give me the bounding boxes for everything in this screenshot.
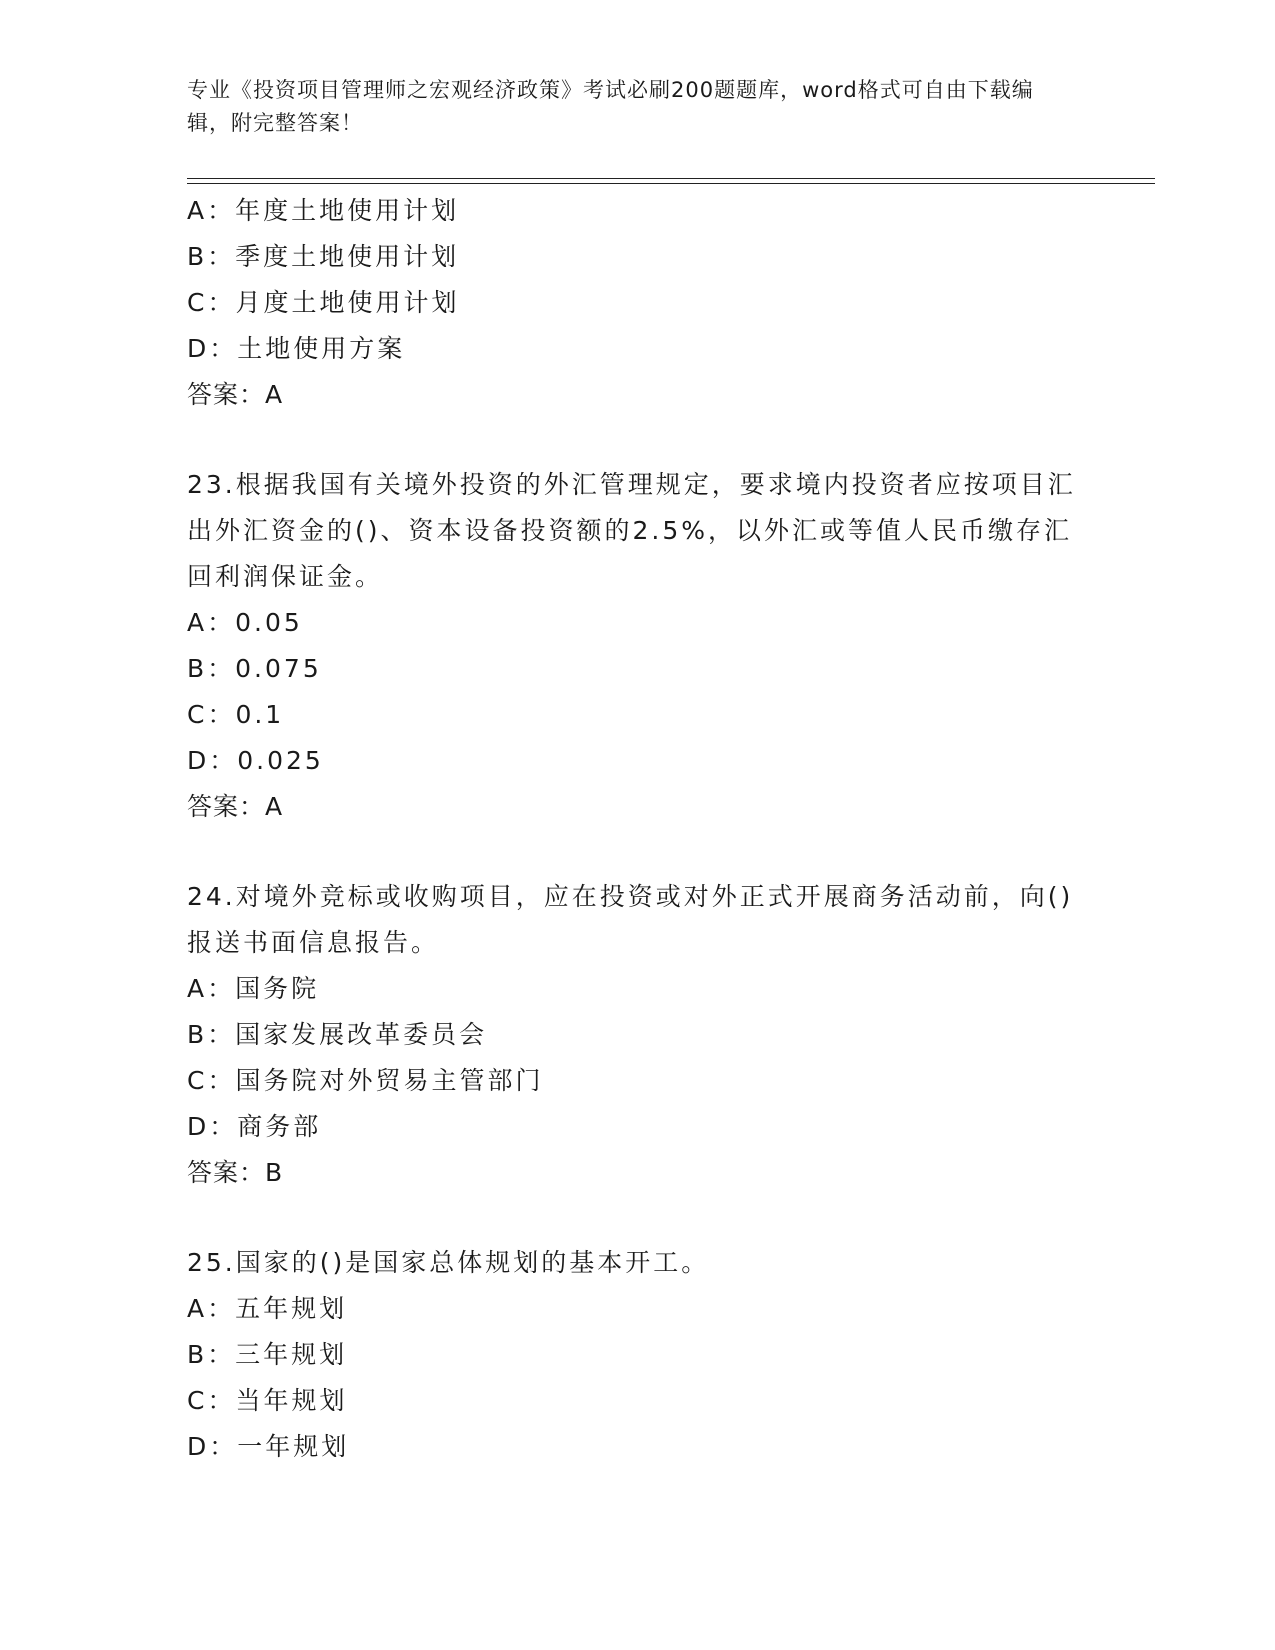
option-d: D：土地使用方案 (187, 334, 406, 363)
spacer (187, 1196, 1087, 1240)
header-divider-bottom (187, 183, 1155, 184)
spacer (187, 830, 1087, 874)
option-d: D：商务部 (187, 1112, 322, 1141)
page-header: 专业《投资项目管理师之宏观经济政策》考试必刷200题题库，word格式可自由下载编辑，附完整答案！ (187, 78, 1034, 135)
question-block-22 (187, 188, 1087, 418)
option-a: A：0.05 (187, 608, 303, 637)
answer-line: 答案：A (187, 380, 284, 409)
option-c: C：国务院对外贸易主管部门 (187, 1066, 544, 1095)
header-divider-top (187, 178, 1155, 179)
option-b: B：国家发展改革委员会 (187, 1020, 488, 1049)
question-block-24 (187, 874, 1087, 1196)
option-c: C：月度土地使用计划 (187, 288, 460, 317)
option-b: B：三年规划 (187, 1340, 348, 1369)
question-text: 24.对境外竞标或收购项目，应在投资或对外正式开展商务活动前，向()报送书面信息报告。 (187, 882, 1074, 957)
option-b: B：季度土地使用计划 (187, 242, 460, 271)
option-a: A：五年规划 (187, 1294, 348, 1323)
question-text: 23.根据我国有关境外投资的外汇管理规定，要求境内投资者应按项目汇出外汇资金的()、资本设备投资额的2.5%，以外汇或等值人民币缴存汇回利润保证金。 (187, 470, 1076, 591)
spacer (187, 418, 1087, 462)
option-d: D：0.025 (187, 746, 324, 775)
question-text: 25.国家的()是国家总体规划的基本开工。 (187, 1248, 710, 1277)
option-c: C：当年规划 (187, 1386, 348, 1415)
question-block-23 (187, 462, 1087, 830)
question-content (187, 188, 1087, 1470)
option-a: A：年度土地使用计划 (187, 196, 460, 225)
option-a: A：国务院 (187, 974, 320, 1003)
option-b: B：0.075 (187, 654, 322, 683)
option-d: D：一年规划 (187, 1432, 350, 1461)
answer-line: 答案：A (187, 792, 284, 821)
question-block-25 (187, 1240, 1087, 1470)
option-c: C：0.1 (187, 700, 285, 729)
answer-line: 答案：B (187, 1158, 284, 1187)
